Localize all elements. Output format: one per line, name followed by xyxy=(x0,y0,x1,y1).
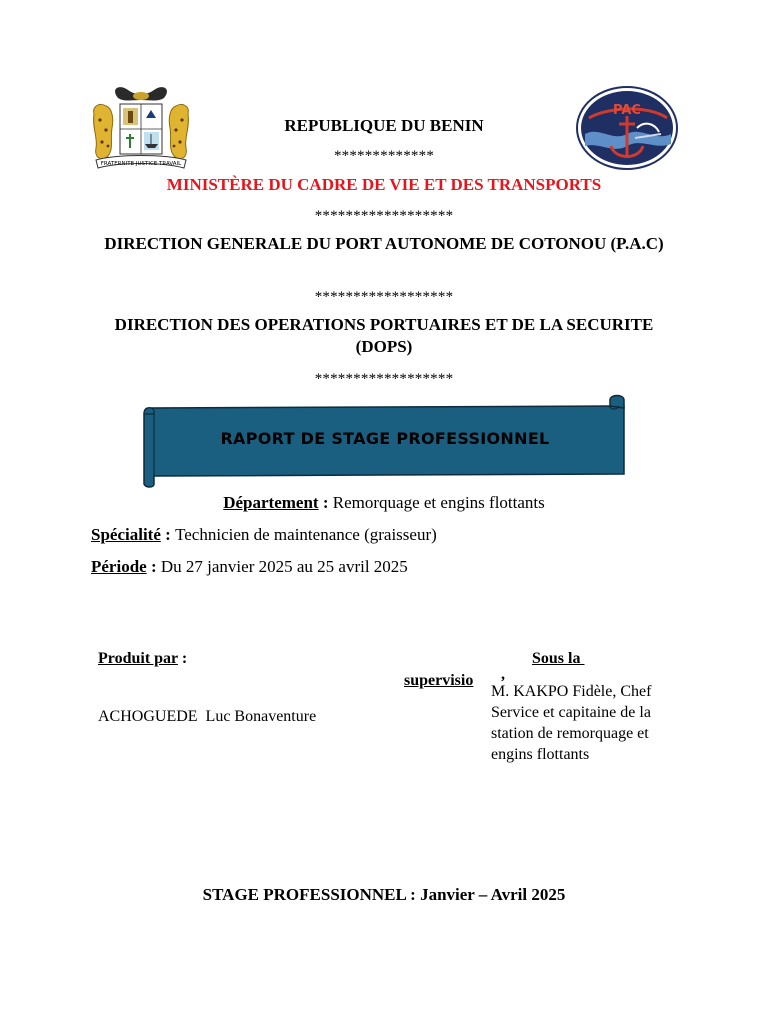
specialty-separator: : xyxy=(160,525,176,544)
specialty-line xyxy=(91,524,437,546)
period-separator: : xyxy=(146,557,161,576)
period-value: Du 27 janvier 2025 au 25 avril 2025 xyxy=(160,557,408,576)
supervisor-name: M. KAKPO Fidèle, Chef Service et capitaine de la station de remorquage et engins flottants xyxy=(491,683,652,763)
separator-stars: ****************** xyxy=(314,371,454,387)
ministry-title: MINISTÈRE DU CADRE DE VIE ET DES TRANSPORTS xyxy=(166,175,602,194)
supervision-label-part1: Sous la xyxy=(532,650,585,667)
specialty-value: Technicien de maintenance (graisseur) xyxy=(175,525,437,544)
report-title: RAPORT DE STAGE PROFESSIONNEL xyxy=(220,429,550,448)
direction-generale-title: DIRECTION GENERALE DU PORT AUTONOME DE COTONOU (P.A.C) xyxy=(104,234,664,253)
specialty-label: Spécialité xyxy=(91,525,161,544)
produced-by-separator: : xyxy=(177,650,188,667)
svg-text:FRATERNITE JUSTICE TRAVAIL: FRATERNITE JUSTICE TRAVAIL xyxy=(100,161,182,167)
department-separator: : xyxy=(318,493,333,512)
produced-by-label: Produit par xyxy=(98,650,178,667)
direction-operations-title: DIRECTION DES OPERATIONS PORTUAIRES ET DE LA SECURITE (DOPS) xyxy=(114,315,654,356)
supervision-label-part2: supervisio xyxy=(404,672,474,689)
footer-stage-period: STAGE PROFESSIONNEL : Janvier – Avril 2025 xyxy=(202,885,566,904)
department-label: Département xyxy=(223,493,319,512)
supervision-comma: , xyxy=(501,666,505,683)
department-line xyxy=(0,492,768,514)
period-line xyxy=(91,556,408,578)
separator-stars: ************* xyxy=(333,148,435,164)
separator-stars: ****************** xyxy=(314,289,454,305)
separator-stars: ****************** xyxy=(314,208,454,224)
republic-title: REPUBLIQUE DU BENIN xyxy=(284,116,484,135)
svg-text:PAC: PAC xyxy=(613,103,641,118)
student-name: ACHOGUEDE Luc Bonaventure xyxy=(98,708,317,725)
produced-by-line xyxy=(98,648,187,669)
department-value: Remorquage et engins flottants xyxy=(332,493,545,512)
period-label: Période xyxy=(91,557,147,576)
